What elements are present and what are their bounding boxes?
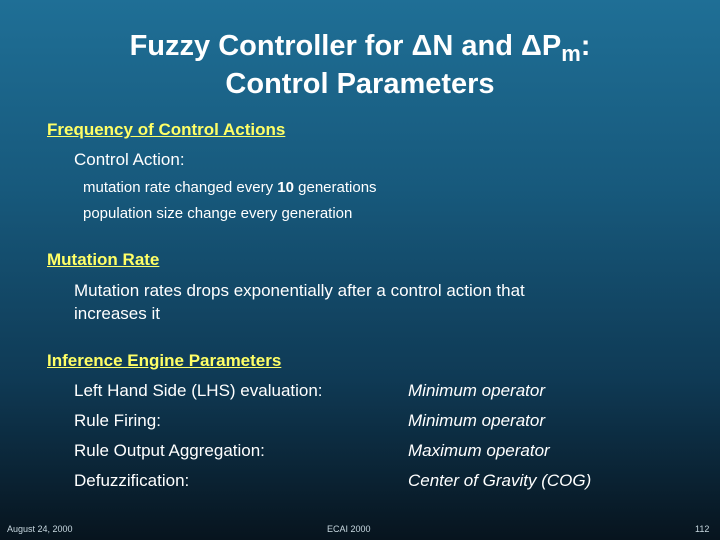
title-prefix: Fuzzy Controller for (129, 30, 412, 62)
frequency-item-mutation (83, 179, 377, 196)
page-number: 112 (695, 524, 710, 534)
mutation-line-1: Mutation rates drops exponentially after a control action that (74, 281, 525, 300)
title-var-n: N and (432, 30, 521, 62)
heading-frequency: Frequency of Control Actions (47, 120, 286, 139)
footer-date: August 24, 2000 (7, 524, 73, 534)
title-line-1 (0, 28, 720, 66)
title-line-2: Control Parameters (225, 68, 495, 100)
slide-title (0, 28, 720, 102)
param-value: Minimum operator (408, 411, 545, 430)
title-colon: : (580, 30, 591, 62)
footer-conference: ECAI 2000 (327, 524, 371, 534)
delta-symbol: Δ (411, 30, 433, 62)
title-var-p: P (541, 30, 562, 62)
param-label: Rule Output Aggregation: (74, 441, 265, 460)
item-text: mutation rate changed every (83, 179, 278, 196)
heading-mutation-rate: Mutation Rate (47, 250, 160, 269)
control-action-label: Control Action: (74, 150, 185, 169)
param-label: Left Hand Side (LHS) evaluation: (74, 381, 323, 400)
item-bold-number: 10 (277, 179, 294, 196)
param-label: Defuzzification: (74, 471, 190, 490)
param-value: Minimum operator (408, 381, 545, 400)
param-value: Maximum operator (408, 441, 550, 460)
title-subscript-m: m (561, 41, 581, 66)
mutation-line-2: increases it (74, 304, 160, 323)
heading-inference-engine: Inference Engine Parameters (47, 351, 282, 370)
delta-symbol: Δ (521, 30, 542, 62)
item-text: generations (293, 179, 377, 196)
param-label: Rule Firing: (74, 411, 161, 430)
frequency-item-population: population size change every generation (83, 205, 353, 222)
param-value: Center of Gravity (COG) (408, 471, 592, 490)
